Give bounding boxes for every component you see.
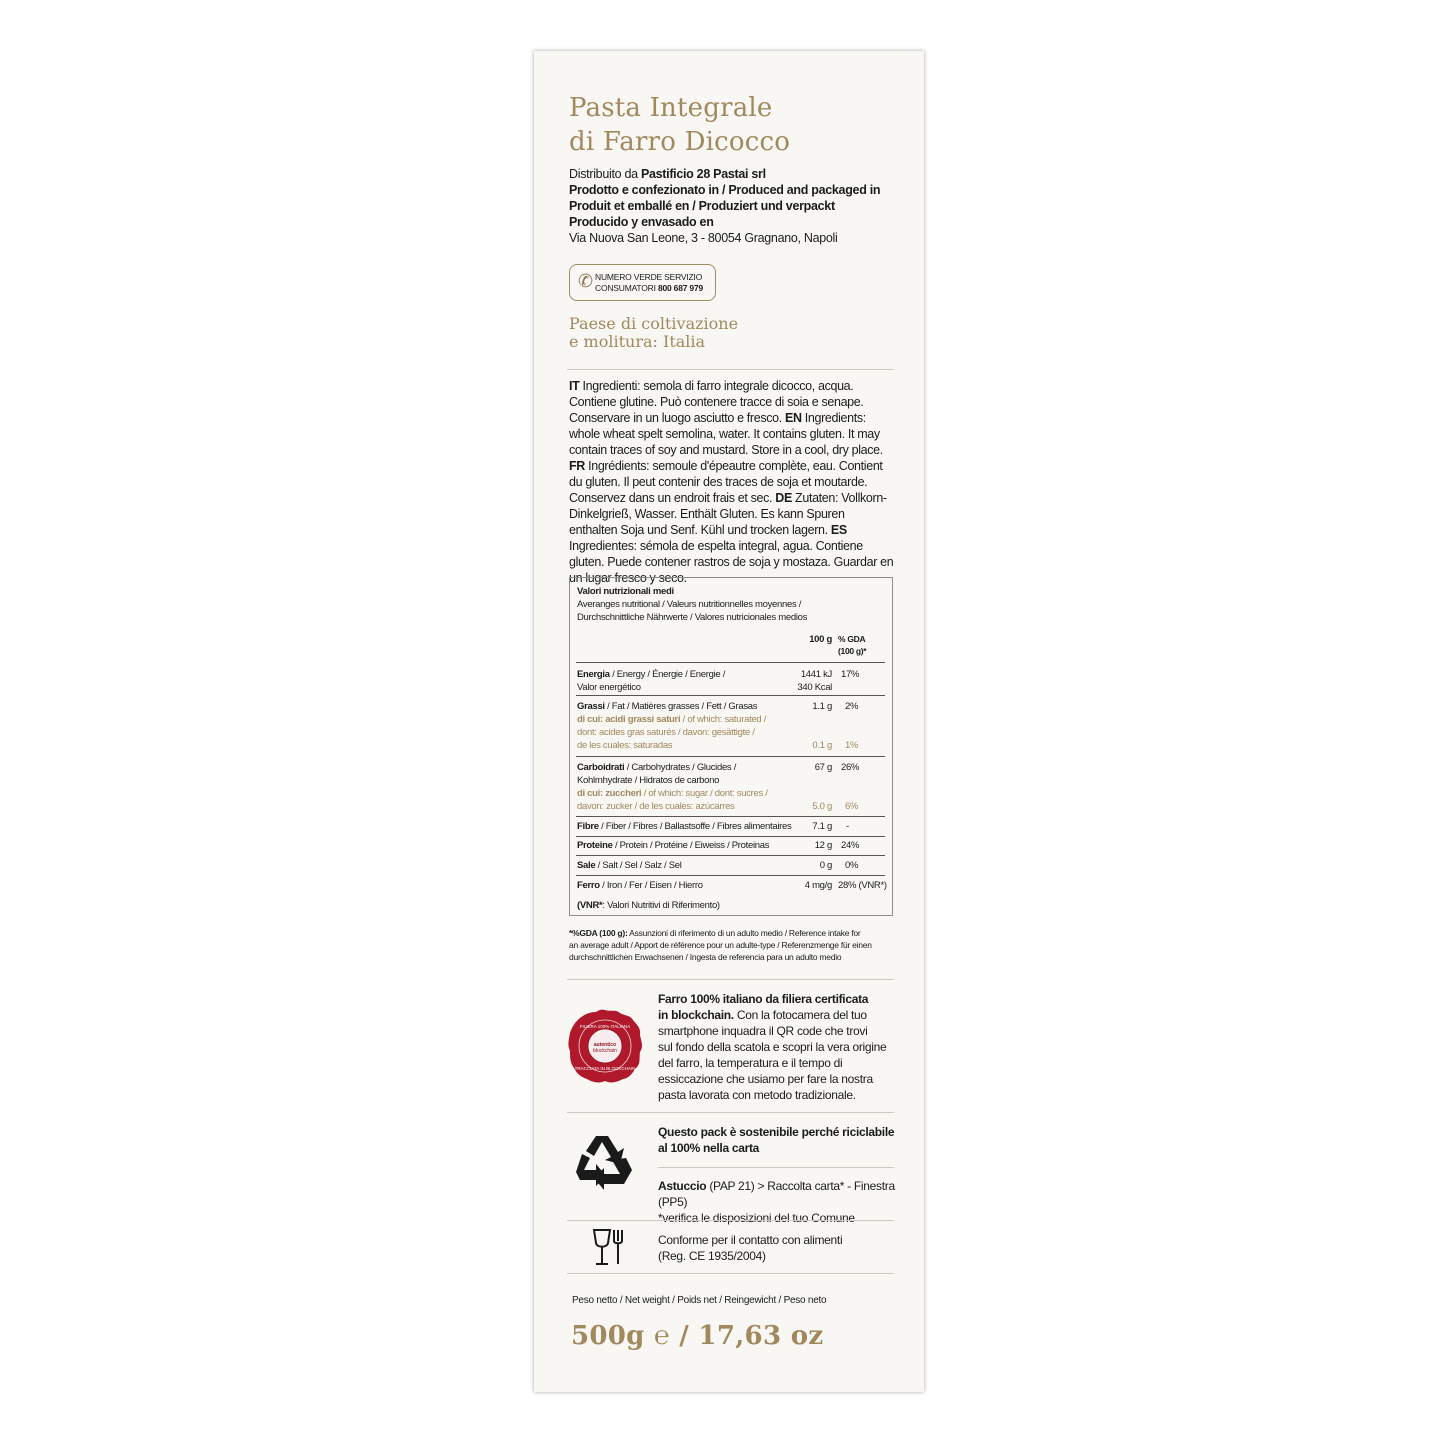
- blockchain-seal-icon: [567, 1008, 643, 1084]
- hotline-number: 800 687 979: [657, 283, 704, 293]
- column-header-gda: % GDA: [838, 634, 866, 644]
- distributor-name: Pastificio 28 Pastai srl: [640, 167, 766, 181]
- weight-metric: 500g: [571, 1321, 645, 1351]
- title-line-2: di Farro Dicocco: [569, 127, 791, 157]
- food-contact-text: Conforme per il contatto con alimenti (Reg. CE 1935/2004): [658, 1233, 843, 1263]
- recycle-icon: [574, 1132, 636, 1192]
- divider: [567, 1220, 894, 1221]
- vnr-note: (VNR*: Valori Nutritivi di Riferimento): [577, 900, 720, 911]
- nutrition-table: Valori nutrizionali medi Averanges nutritional / Valeurs nutritionnelles moyennes / Durchschnittliche Nährwerte / Valores nutricionales medios 100 g % GDA (100 g)* Energia / Energy / Énergie / Energie / Valor energético 1441 kJ 340 Kcal 17% Grassi / Fat / Matières grasses / Fett / Grasas 1.1 g 2% di cui: acidi grassi saturi / of which: saturated / dont: acides gras saturés / davon: gesättigte / de les cuales: saturadas 0.1 g 1% Carboidrati / Carbohydrates / Glucides / Kohlrnhydrate / Hidratos de carbono 67 g 26% di cui: zuccheri / of which: sugar / dont: sucres / davon: zucker / de les cuales: azúcarres 5.0 g 6% Fibre / Fiber / Fibres / Ballastsoffe / Fibres alimentaires 7.1 g - Proteine / Protein / Protéine / Eiweiss / Proteinas 12 g 24% Sale / Salt / Sel / Salz / Sel 0 g 0% Ferro / Iron / Fer / Eisen / Hierro 4 mg/g 28% (VNR*) (VNR*: Valori Nutritivi di Riferimento): [569, 577, 893, 916]
- seal-ring-bottom: TRACCIATA IN BLOCKCHAIN: [574, 1066, 636, 1071]
- seal-center-1: autentico: [593, 1042, 617, 1048]
- phone-icon: ✆: [578, 271, 594, 291]
- column-header-100g: 100 g: [809, 634, 832, 645]
- product-label-panel: [534, 51, 924, 1392]
- title-line-1: Pasta Integrale: [569, 93, 773, 123]
- distribution-info: Distribuito da Pastificio 28 Pastai srl Prodotto e confezionato in / Produced and packaged in Produit et emballé en / Produziert und verpackt Producido y envasado en Via Nuova San Leone, 3 - 80054 Gragnano, Napoli: [569, 166, 895, 246]
- blockchain-text: Farro 100% italiano da filiera certificata in blockchain. Con la fotocamera del tuo smartphone inquadra il QR code che trovi sul fondo della scatola e scopri la vera origine del farro, la temperatura e il tempo di essiccazione che usiamo per fare la nostra pasta lavorata con metodo tradizionale.: [658, 992, 887, 1102]
- nutrition-title: Valori nutrizionali medi: [577, 586, 674, 597]
- divider: [658, 1167, 894, 1168]
- consumer-hotline-box: ✆ NUMERO VERDE SERVIZIO CONSUMATORI 800 687 979: [569, 264, 716, 301]
- divider: [567, 369, 894, 370]
- ingredients-text: IT Ingredienti: semola di farro integrale dicocco, acqua. Contiene glutine. Può contenere tracce di soia e senape. Conservare in un luogo asciutto e fresco. EN Ingredients: whole wheat spelt semolina, water. It contains gluten. It may contain traces of soy and mustard. Store in a cool, dry place. FR Ingrédients: semoule d'épeautre complète, eau. Contient du gluten. Il peut contenir des traces de soja et moutarde. Conservez dans un endroit frais et sec. DE Zutaten: Vollkorn-Dinkelgrieß, Wasser. Enthält Gluten. Es kann Spuren enthalten Soja und Senf. Kühl und trocken lagern. ES Ingredientes: sémola de espelta integral, agua. Contiene gluten. Puede contener rastros de soja y mostaza. Guardar en un lugar fresco y seco.: [569, 379, 894, 585]
- product-title: [569, 91, 895, 159]
- net-weight-label: Peso netto / Net weight / Poids net / Reingewicht / Peso neto: [572, 1295, 827, 1306]
- estimate-mark: ℮: [654, 1321, 670, 1351]
- weight-imperial: / 17,63 oz: [679, 1321, 824, 1351]
- seal-center-2: blockchain: [593, 1048, 617, 1054]
- gda-footnote: *%GDA (100 g): Assunzioni di riferimento di un adulto medio / Reference intake for an average adult / Apport de référence pour un adulte-type / Referenzmenge für einen durchschnittlichen Erwachsenen / Ingesta de referencia para un adulto medio: [569, 928, 872, 962]
- recycle-headline: Questo pack è sostenibile perché riciclabile al 100% nella carta: [658, 1125, 895, 1155]
- seal-ring-top: FILIERA 100% ITALIANA: [579, 1024, 631, 1029]
- net-weight: [571, 1321, 897, 1351]
- divider: [567, 1112, 894, 1113]
- divider: [567, 979, 894, 980]
- divider: [567, 1273, 894, 1274]
- glass-fork-icon: [592, 1227, 626, 1267]
- address: Via Nuova San Leone, 3 - 80054 Gragnano, Napoli: [569, 231, 838, 245]
- origin-statement: Paese di coltivazione e molitura: Italia: [569, 314, 739, 351]
- recycle-instructions: Astuccio (PAP 21) > Raccolta carta* - Finestra (PP5) *verifica le disposizioni del tuo Comune: [658, 1179, 895, 1225]
